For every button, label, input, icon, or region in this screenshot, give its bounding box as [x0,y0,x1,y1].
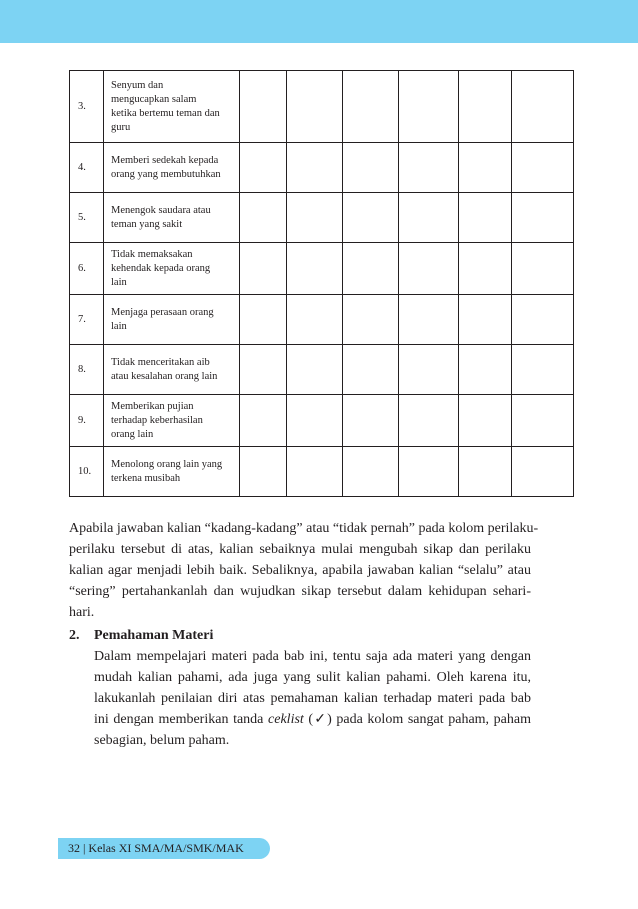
answer-cell[interactable] [240,193,287,243]
answer-cell[interactable] [512,447,574,497]
answer-cell[interactable] [287,71,343,143]
row-number: 8. [70,345,104,395]
ceklist-term: ceklist [268,712,304,727]
answer-cell[interactable] [399,345,459,395]
answer-cell[interactable] [240,143,287,193]
section-heading [69,625,213,646]
answer-cell[interactable] [399,447,459,497]
row-behavior [104,143,240,193]
behavior-line: Senyum dan [111,79,164,91]
row-number: 9. [70,395,104,447]
behavior-line: mengucapkan salam [111,93,197,105]
paragraph-line: kalian agar menjadi lebih baik. Sebaliknya, apabila jawaban kalian “selalu” atau [69,563,531,578]
answer-cell[interactable] [459,243,512,295]
answer-cell[interactable] [343,71,399,143]
row-number: 5. [70,193,104,243]
answer-cell[interactable] [343,447,399,497]
answer-cell[interactable] [287,447,343,497]
table-row [70,193,574,243]
row-behavior [104,295,240,345]
row-number: 6. [70,243,104,295]
answer-cell[interactable] [512,193,574,243]
answer-cell[interactable] [240,395,287,447]
behavior-line: Menjaga perasaan orang [111,306,214,318]
answer-cell[interactable] [399,243,459,295]
answer-cell[interactable] [343,345,399,395]
behavior-line: Menolong orang lain yang [111,458,223,470]
answer-cell[interactable] [399,193,459,243]
answer-cell[interactable] [240,295,287,345]
instruction-paragraph [69,518,539,623]
row-behavior [104,345,240,395]
behavior-line: orang yang membutuhkan [111,168,221,180]
answer-cell[interactable] [459,395,512,447]
behavior-line: atau kesalahan orang lain [111,370,218,382]
answer-cell[interactable] [343,243,399,295]
section-line: sebagian, belum paham. [94,733,230,748]
answer-cell[interactable] [459,295,512,345]
answer-cell[interactable] [287,395,343,447]
row-behavior [104,395,240,447]
answer-cell[interactable] [240,447,287,497]
section-line: mudah kalian pahami, ada juga yang sulit kalian pahami. Oleh karena itu, [94,670,531,685]
answer-cell[interactable] [512,143,574,193]
answer-cell[interactable] [459,71,512,143]
table-row [70,71,574,143]
section-line: Dalam mempelajari materi pada bab ini, tentu saja ada materi yang dengan [94,649,531,664]
answer-cell[interactable] [512,71,574,143]
row-behavior [104,447,240,497]
behavior-line: lain [111,320,127,332]
answer-cell[interactable] [512,345,574,395]
behavior-checklist-table [69,70,574,497]
answer-cell[interactable] [287,193,343,243]
behavior-line: Menengok saudara atau [111,204,211,216]
table-row [70,447,574,497]
section-body [94,646,531,751]
answer-cell[interactable] [459,193,512,243]
answer-cell[interactable] [399,71,459,143]
answer-cell[interactable] [343,143,399,193]
footer-text: 32 | Kelas XI SMA/MA/SMK/MAK [68,841,244,855]
answer-cell[interactable] [399,295,459,345]
answer-cell[interactable] [512,395,574,447]
answer-cell[interactable] [399,143,459,193]
row-number: 3. [70,71,104,143]
behavior-line: ketika bertemu teman dan [111,107,220,119]
behavior-line: terkena musibah [111,472,181,484]
row-behavior [104,193,240,243]
row-number: 10. [70,447,104,497]
answer-cell[interactable] [512,295,574,345]
answer-cell[interactable] [459,345,512,395]
answer-cell[interactable] [512,243,574,295]
row-number: 4. [70,143,104,193]
page-footer [58,838,270,859]
answer-cell[interactable] [343,395,399,447]
answer-cell[interactable] [399,395,459,447]
behavior-line: Memberi sedekah kepada [111,154,219,166]
behavior-line: Tidak menceritakan aib [111,356,210,368]
behavior-line: orang lain [111,428,154,440]
behavior-line: Memberikan pujian [111,400,194,412]
table-row [70,295,574,345]
answer-cell[interactable] [240,345,287,395]
answer-cell[interactable] [240,71,287,143]
behavior-line: terhadap keberhasilan [111,414,203,426]
answer-cell[interactable] [459,143,512,193]
behavior-line: teman yang sakit [111,218,183,230]
paragraph-line: perilaku tersebut di atas, kalian sebaiknya mulai mengubah sikap dan perilaku [69,542,531,557]
paragraph-line: “sering” pertahankanlah dan wujudkan sikap tersebut dalam kehidupan sehari- [69,584,531,599]
row-behavior [104,71,240,143]
section-title: Pemahaman Materi [94,628,214,643]
row-behavior [104,243,240,295]
table-row [70,395,574,447]
paragraph-line: hari. [69,605,95,620]
answer-cell[interactable] [459,447,512,497]
answer-cell[interactable] [287,143,343,193]
top-color-band [0,0,638,43]
answer-cell[interactable] [287,243,343,295]
answer-cell[interactable] [343,295,399,345]
behavior-line: Tidak memaksakan [111,248,193,260]
table-row [70,243,574,295]
behavior-line: kehendak kepada orang [111,262,211,274]
answer-cell[interactable] [343,193,399,243]
table-row [70,143,574,193]
section-line: ini dengan memberikan tanda ceklist (✓) pada kolom sangat paham, paham [94,712,532,727]
row-number: 7. [70,295,104,345]
section-number: 2. [69,628,80,643]
table-row [70,345,574,395]
answer-cell[interactable] [287,345,343,395]
section-line: lakukanlah penilaian diri atas pemahaman kalian terhadap materi pada bab [94,691,531,706]
paragraph-line: Apabila jawaban kalian “kadang-kadang” atau “tidak pernah” pada kolom perilaku- [69,521,539,536]
answer-cell[interactable] [287,295,343,345]
answer-cell[interactable] [240,243,287,295]
behavior-line: guru [111,121,131,133]
behavior-line: lain [111,276,127,288]
